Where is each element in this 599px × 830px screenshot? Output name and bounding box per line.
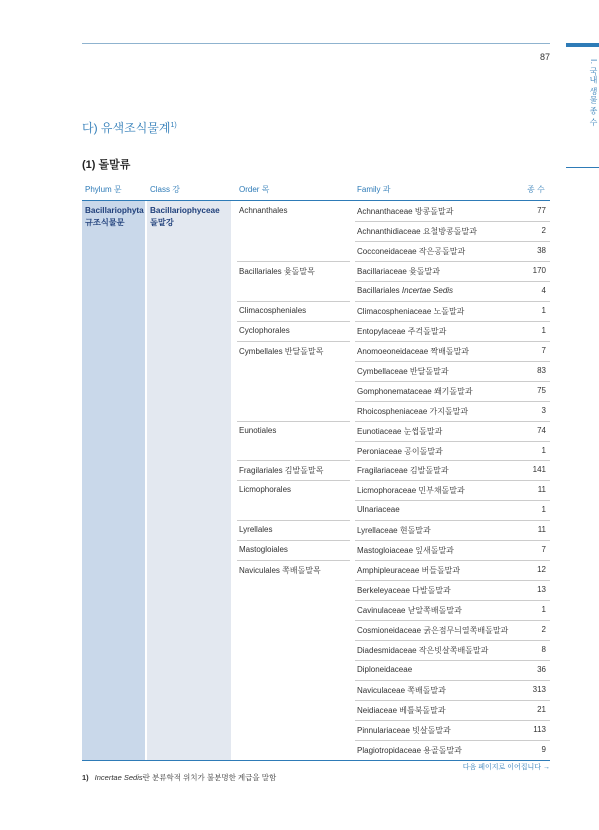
family-row-divider <box>355 600 550 601</box>
family-name: Berkeleyaceae 다발돌말과 <box>357 586 451 596</box>
page-number: 87 <box>539 52 550 62</box>
family-cell <box>357 585 451 596</box>
section-title-footnote-ref: 1) <box>170 122 177 129</box>
species-count-cell: 2 <box>541 225 546 235</box>
side-tab-bar <box>566 43 599 47</box>
family-cell <box>357 685 446 696</box>
species-count-cell: 83 <box>537 365 546 375</box>
family-cell <box>357 406 468 417</box>
family-name: Achnanthidiaceae 요철방콩돌말과 <box>357 226 477 236</box>
table-header <box>82 178 550 200</box>
family-cell <box>357 246 465 257</box>
family-cell <box>357 485 465 496</box>
side-chapter-title: I. 국내 생물 종 수 <box>589 58 598 127</box>
family-name: Cosmioneidaceae 굵은점무늬열쪽배돌말과 <box>357 626 509 636</box>
species-count-cell: 75 <box>537 385 546 395</box>
species-count-cell: 74 <box>537 425 546 435</box>
species-count-cell: 36 <box>537 665 546 675</box>
family-cell <box>357 206 453 217</box>
species-count-cell: 1 <box>541 445 546 455</box>
family-cell <box>357 505 400 514</box>
family-cell <box>357 745 462 756</box>
species-count-cell: 7 <box>541 545 546 555</box>
family-name: Rhoicospheniaceae 가지돌말과 <box>357 406 469 416</box>
species-count-cell: 77 <box>537 206 546 215</box>
family-cell <box>357 665 412 674</box>
family-row-divider <box>355 281 550 282</box>
family-name: Gomphonemataceae 쐐기돌말과 <box>357 386 473 396</box>
species-count-cell: 2 <box>541 625 546 635</box>
order-cell: Lyrellales <box>239 525 273 535</box>
family-name: Plagiotropidaceae 용골돌말과 <box>357 745 462 755</box>
order-row-divider <box>237 540 350 541</box>
species-count-cell: 1 <box>541 605 546 615</box>
family-cell <box>357 266 440 277</box>
continued-note: 다음 페이지로 이어집니다 → <box>462 764 550 771</box>
family-name: Eunotiaceae 눈썹돌말과 <box>357 426 443 436</box>
family-cell <box>357 446 443 457</box>
class-column <box>147 201 231 760</box>
footnote <box>82 772 276 783</box>
family-name: Entopylaceae 주걱돌말과 <box>357 326 447 336</box>
family-cell <box>357 306 464 317</box>
family-row-divider <box>355 580 550 581</box>
family-name: Cavinulaceae 낟알쪽배돌말과 <box>357 606 462 616</box>
phylum-name: Bacillariophyta <box>85 206 144 215</box>
family-cell <box>357 705 446 716</box>
order-cell: Naviculales 쪽배돌말목 <box>239 566 321 576</box>
phylum-cell <box>85 205 144 229</box>
family-row-divider <box>355 361 550 362</box>
family-cell <box>357 645 488 656</box>
family-row-divider <box>355 221 550 222</box>
species-count-cell: 4 <box>541 285 546 295</box>
family-row-divider <box>355 480 550 481</box>
family-row-divider <box>355 421 550 422</box>
phylum-column <box>82 201 145 760</box>
species-count-cell: 1 <box>541 325 546 335</box>
family-name: Peroniaceae 공이돌말과 <box>357 446 443 456</box>
species-count-cell: 3 <box>541 405 546 415</box>
family-cell <box>357 625 508 636</box>
family-cell <box>357 386 473 397</box>
family-name-italic: Incertae Sedis <box>401 285 454 295</box>
species-count-cell: 8 <box>541 645 546 655</box>
order-row-divider <box>237 560 350 561</box>
order-cell: Cymbellales 반달돌말목 <box>239 346 324 356</box>
section-title-text: 다) 유색조식물계 <box>82 121 171 135</box>
family-cell <box>357 465 449 476</box>
family-name: Fragilariaceae 김발돌말과 <box>357 466 449 476</box>
species-count-cell: 313 <box>532 685 546 695</box>
header-rule <box>82 43 550 44</box>
family-row-divider <box>355 301 550 302</box>
section-title <box>82 119 177 136</box>
footnote-text: 란 분류학적 위치가 불분명한 계급을 말함 <box>142 773 277 782</box>
order-cell: Achnanthales <box>239 206 288 215</box>
phylum-korean-name: 규조식물문 <box>85 218 125 227</box>
order-row-divider <box>237 421 350 422</box>
family-name: Diploneidaceae <box>357 665 413 675</box>
species-count-cell: 113 <box>533 724 546 734</box>
family-row-divider <box>355 660 550 661</box>
header-class: Class 강 <box>150 185 180 194</box>
family-cell <box>357 326 446 337</box>
species-count-cell: 21 <box>537 705 546 714</box>
family-name: Bacillariales <box>357 285 402 295</box>
family-name: Mastogloiaceae 잎새돌말과 <box>357 546 454 556</box>
class-cell <box>150 205 220 229</box>
order-cell: Cyclophorales <box>239 325 290 335</box>
family-row-divider <box>355 540 550 541</box>
species-count-cell: 1 <box>541 505 546 515</box>
family-cell <box>357 366 449 377</box>
order-row-divider <box>237 460 350 461</box>
family-name: Pinnulariaceae 빗살돌말과 <box>357 725 451 735</box>
family-row-divider <box>355 460 550 461</box>
family-name: Lyrellaceae 현돌말과 <box>357 526 431 536</box>
order-cell: Fragilariales 김발돌말목 <box>239 466 324 476</box>
family-name: Licmophoraceae 민부채돌말과 <box>357 486 465 496</box>
family-cell <box>357 226 477 237</box>
family-row-divider <box>355 700 550 701</box>
family-name: Neidiaceae 베틀북돌말과 <box>357 706 446 715</box>
order-row-divider <box>237 520 350 521</box>
family-name: Anomoeoneidaceae 짝배돌말과 <box>357 346 470 356</box>
family-cell <box>357 346 469 357</box>
family-row-divider <box>355 720 550 721</box>
species-count-cell: 7 <box>541 345 546 355</box>
table-bottom-rule <box>82 760 550 761</box>
side-tab-rule <box>566 167 599 168</box>
family-name: Ulnariaceae <box>357 505 400 515</box>
class-name: Bacillariophyceae <box>150 206 220 215</box>
species-count-cell: 9 <box>541 744 546 754</box>
family-row-divider <box>355 341 550 342</box>
family-name: Achnanthaceae 방콩돌말과 <box>357 207 454 216</box>
family-name: Bacillariaceae 윷돌말과 <box>357 266 440 276</box>
family-row-divider <box>355 680 550 681</box>
family-row-divider <box>355 520 550 521</box>
species-count-cell: 11 <box>537 525 546 535</box>
family-cell <box>357 286 453 295</box>
family-row-divider <box>355 381 550 382</box>
family-row-divider <box>355 241 550 242</box>
family-cell <box>357 426 442 437</box>
footnote-number: 1) <box>82 773 89 782</box>
family-name: Diadesmidaceae 작은빗살쪽배돌말과 <box>357 646 489 656</box>
family-row-divider <box>355 560 550 561</box>
order-row-divider <box>237 321 350 322</box>
family-name: Cocconeidaceae 작은공돌말과 <box>357 246 466 256</box>
species-count-cell: 1 <box>541 305 546 315</box>
header-order: Order 목 <box>239 185 270 194</box>
family-cell <box>357 725 451 736</box>
order-row-divider <box>237 341 350 342</box>
subsection-title: (1) 돌말류 <box>82 159 131 171</box>
order-row-divider <box>237 261 350 262</box>
family-row-divider <box>355 640 550 641</box>
family-row-divider <box>355 441 550 442</box>
family-cell <box>357 525 431 536</box>
order-row-divider <box>237 480 350 481</box>
order-cell: Eunotiales <box>239 425 277 435</box>
order-row-divider <box>237 301 350 302</box>
family-row-divider <box>355 500 550 501</box>
header-count: 종 수 <box>527 185 545 194</box>
family-row-divider <box>355 261 550 262</box>
family-row-divider <box>355 401 550 402</box>
family-name: Climacospheniaceae 노돌말과 <box>357 306 465 316</box>
header-phylum: Phylum 문 <box>85 185 122 194</box>
family-name: Cymbellaceae 반달돌말과 <box>357 366 449 376</box>
order-cell: Climacospheniales <box>239 305 307 315</box>
order-cell: Bacillariales 윷돌말목 <box>239 266 315 276</box>
species-count-cell: 170 <box>532 265 546 275</box>
family-row-divider <box>355 321 550 322</box>
family-name: Naviculaceae 쪽배돌말과 <box>357 686 446 696</box>
footnote-italic-term: Incertae Sedis <box>94 773 143 782</box>
species-count-cell: 11 <box>537 485 546 495</box>
order-cell: Licmophorales <box>239 485 292 495</box>
header-family: Family 과 <box>357 185 391 194</box>
family-cell <box>357 565 460 576</box>
family-name: Amphipleuraceae 버들돌말과 <box>357 566 461 576</box>
species-count-cell: 13 <box>537 585 546 595</box>
order-cell: Mastogloiales <box>239 545 288 555</box>
class-korean-name: 돌말강 <box>150 218 174 227</box>
family-row-divider <box>355 620 550 621</box>
species-count-cell: 12 <box>537 565 546 575</box>
species-count-cell: 38 <box>537 245 546 255</box>
family-cell <box>357 605 462 616</box>
family-cell <box>357 545 454 556</box>
species-count-cell: 141 <box>532 465 546 475</box>
family-row-divider <box>355 740 550 741</box>
